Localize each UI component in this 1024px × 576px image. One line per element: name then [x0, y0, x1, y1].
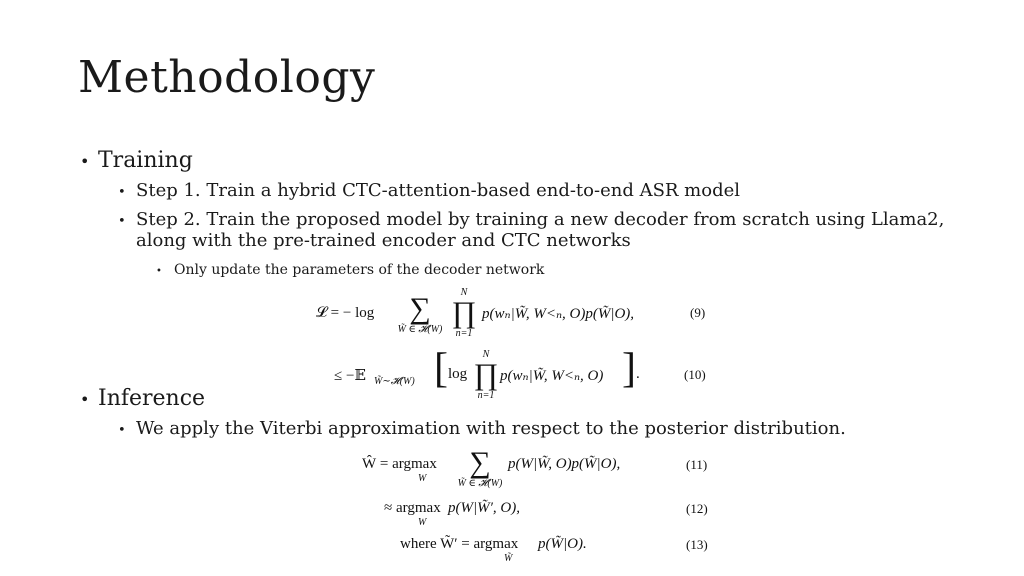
eq13-body: p(W̃|O).: [538, 536, 587, 552]
equation-10: [334, 346, 724, 402]
eq11-lhs-block: [362, 456, 437, 484]
eq9-prod-sub: n=1: [455, 328, 473, 339]
eq11-sum-sub: W̃ ∈ 𝓗(W): [457, 478, 503, 489]
eq9-lhs: 𝓛 = − log: [316, 305, 375, 321]
equation-13: [400, 536, 724, 570]
bullet-step2: [118, 210, 998, 251]
eq11-sum: ∑ W̃ ∈ 𝓗(W): [452, 448, 508, 489]
eq10-number: (10): [684, 367, 706, 382]
eq13-number: (13): [686, 537, 708, 552]
eq9-number: (9): [690, 305, 706, 320]
bullet-text: Step 1. Train a hybrid CTC-attention-based end-to-end ASR model: [136, 180, 741, 201]
bullet-dot: •: [80, 390, 90, 409]
bullet-text: Only update the parameters of the decoder network: [174, 262, 545, 278]
bullet-text: Inference: [98, 386, 206, 411]
eq12-number: (12): [686, 501, 708, 516]
eq10-tail: .: [636, 366, 640, 382]
eq11-number: (11): [686, 457, 708, 472]
eq9-body: p(wₙ|W̃, W<ₙ, O)p(W̃|O),: [482, 306, 635, 322]
eq12-lhs: ≈ argmax: [384, 500, 441, 516]
bullet-text-line2: along with the pre-trained encoder and CTC networks: [136, 229, 631, 251]
eq10-body: p(wₙ|W̃, W<ₙ, O): [500, 368, 604, 384]
eq9-prod-sup: N: [460, 287, 468, 298]
equation-11: [362, 448, 722, 492]
eq11-lhs: Ŵ = argmax: [362, 456, 437, 472]
eq13-lhs: where W̃′ = argmax: [400, 536, 519, 552]
eq10-log: log: [448, 366, 468, 382]
eq9-sum: ∑ W̃ ∈ 𝓗(W): [390, 294, 450, 335]
eq12-argmax-sub: W: [418, 517, 427, 528]
eq13-lhs-block: [400, 536, 518, 564]
bullet-text: We apply the Viterbi approximation with respect to the posterior distribution.: [136, 418, 846, 439]
bullet-step1: [118, 181, 740, 202]
bullet-inference-sub: [118, 419, 846, 440]
eq12-lhs-block: [384, 500, 441, 528]
bullet-dot: •: [80, 152, 90, 171]
bullet-dot: •: [118, 185, 126, 200]
eq11-body: p(W|W̃, O)p(W̃|O),: [508, 456, 621, 472]
bullet-text: Training: [98, 148, 193, 173]
eq10-prod-sup: N: [482, 349, 490, 360]
bullet-dot: •: [118, 214, 126, 229]
eq13-argmax-sub: W̃: [504, 553, 513, 564]
eq10-sub: W̃∼𝓗(W): [374, 376, 415, 387]
equation-9: [316, 288, 716, 340]
bullet-inference: [80, 386, 205, 411]
slide-title: Methodology: [78, 52, 376, 103]
eq10-lhs: ≤ −𝔼: [334, 368, 366, 384]
eq10-right-bracket: ]: [622, 346, 636, 392]
eq9-prod: N ∏ n=1: [451, 287, 477, 339]
eq10-prod-sub: n=1: [477, 390, 495, 401]
eq10-left-bracket: [: [434, 346, 448, 392]
eq9-sum-sub: W̃ ∈ 𝓗(W): [397, 324, 443, 335]
bullet-training: [80, 148, 193, 173]
bullet-text-line1: Step 2. Train the proposed model by training a new decoder from scratch using Llama2,: [136, 209, 945, 230]
bullet-dot: •: [118, 423, 126, 438]
eq12-body: p(W|W̃′, O),: [448, 500, 520, 516]
eq11-argmax-sub: W: [418, 473, 427, 484]
eq10-prod: N ∏ n=1: [473, 349, 499, 401]
equation-12: [384, 500, 724, 530]
bullet-step2-sub: [156, 262, 544, 278]
bullet-dot: •: [156, 266, 162, 277]
